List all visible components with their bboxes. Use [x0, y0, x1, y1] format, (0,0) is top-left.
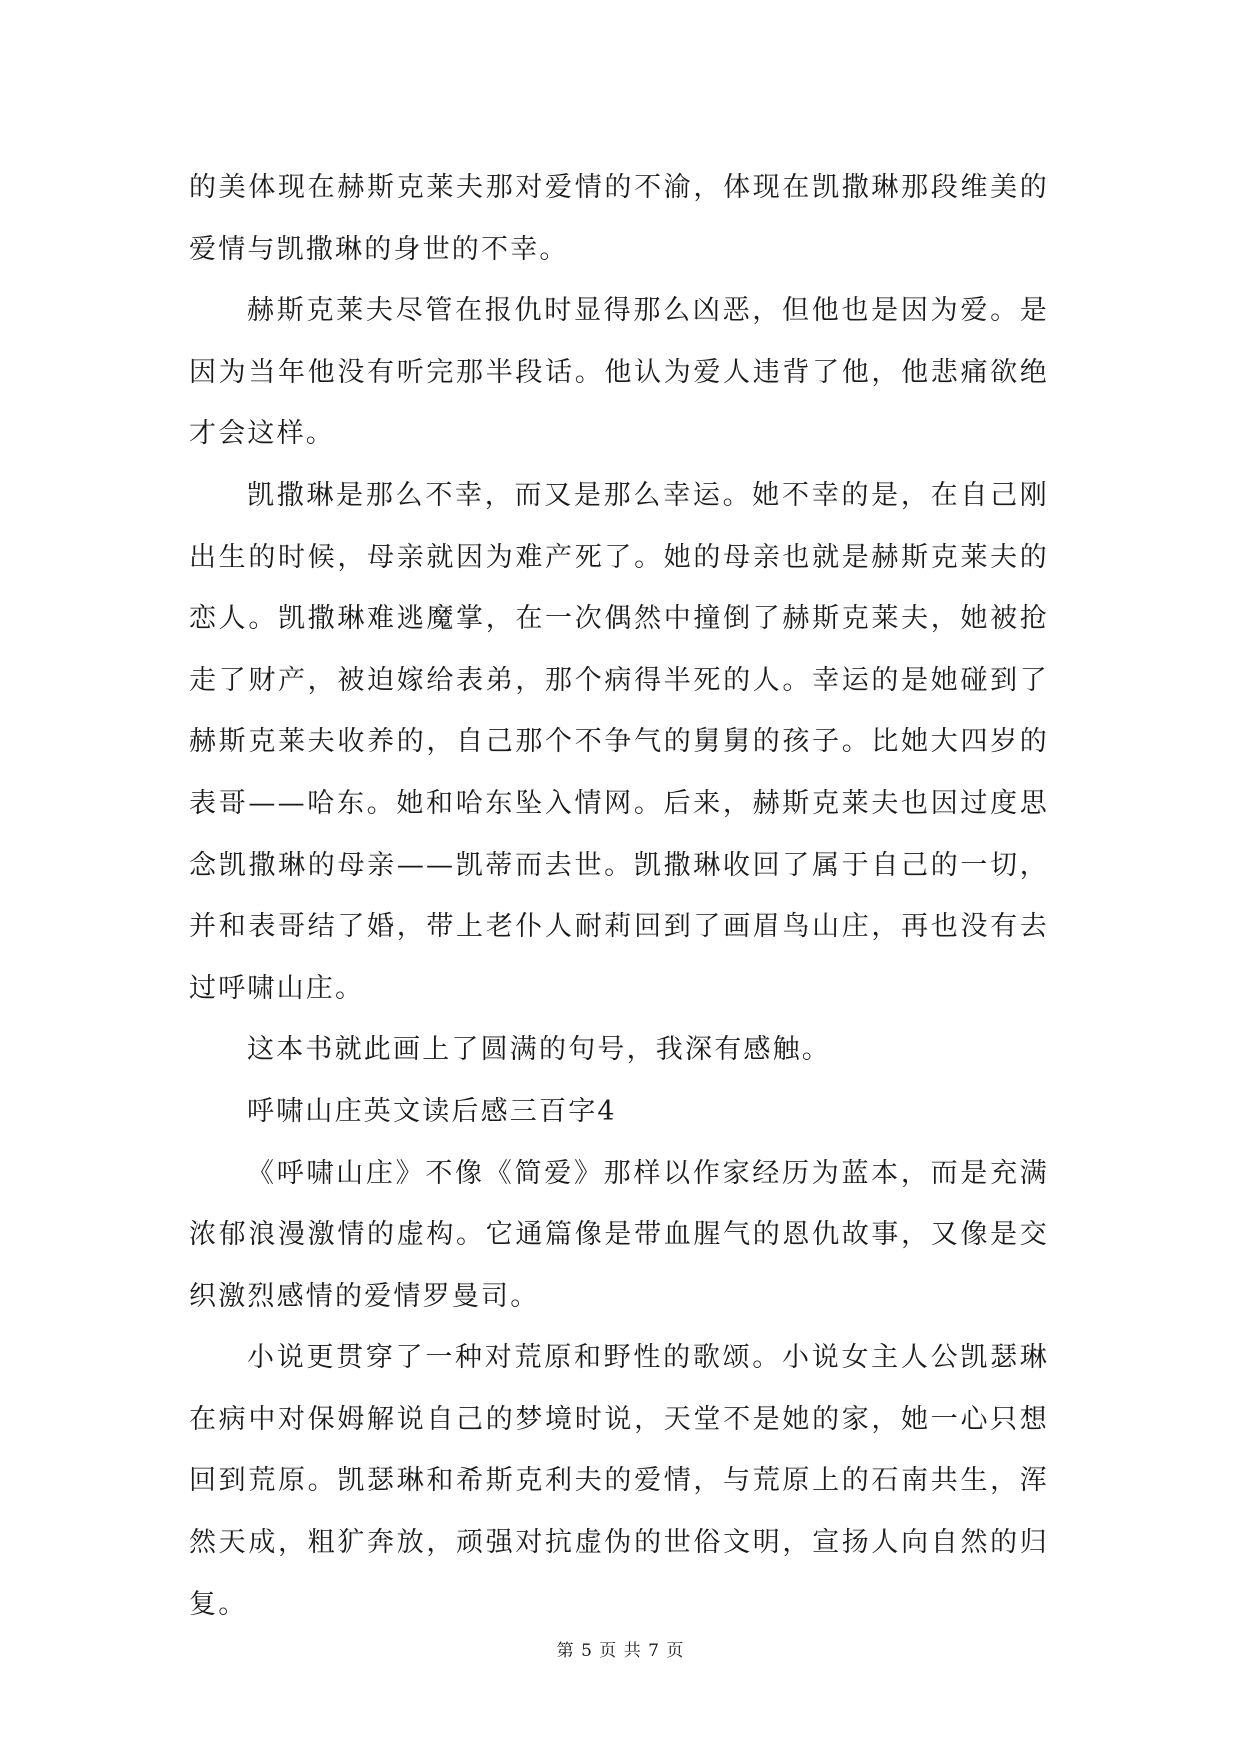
document-body — [189, 157, 1049, 1635]
paragraph-1: 的美体现在赫斯克莱夫那对爱情的不渝，体现在凯撒琳那段维美的爱情与凯撒琳的身世的不幸。 — [189, 172, 1049, 265]
page-number-footer: 第 5 页 共 7 页 — [556, 1641, 685, 1661]
paragraph-5: 《呼啸山庄》不像《简爱》那样以作家经历为蓝本，而是充满浓郁浪漫激情的虚构。它通篇像是带血腥气的恩仇故事，又像是交织激烈感情的爱情罗曼司。 — [189, 1157, 1049, 1312]
paragraph-2: 赫斯克莱夫尽管在报仇时显得那么凶恶，但他也是因为爱。是因为当年他没有听完那半段话。他认为爱人违背了他，他悲痛欲绝才会这样。 — [189, 295, 1049, 450]
paragraph-4: 这本书就此画上了圆满的句号，我深有感触。 — [247, 1034, 831, 1066]
paragraph-3: 凯撒琳是那么不幸，而又是那么幸运。她不幸的是，在自己刚出生的时候，母亲就因为难产死了。她的母亲也就是赫斯克莱夫的恋人。凯撒琳难逃魔掌，在一次偶然中撞倒了赫斯克莱夫，她被抢走了财产，被迫嫁给表弟，那个病得半死的人。幸运的是她碰到了赫斯克莱夫收养的，自己那个不争气的舅舅的孩子。比她大四岁的表哥——哈东。她和哈东坠入情网。后来，赫斯克莱夫也因过度思念凯撒琳的母亲——凯蒂而去世。凯撒琳收回了属于自己的一切，并和表哥结了婚，带上老仆人耐莉回到了画眉鸟山庄，再也没有去过呼啸山庄。 — [189, 479, 1049, 1004]
paragraph-6: 小说更贯穿了一种对荒原和野性的歌颂。小说女主人公凯瑟琳在病中对保姆解说自己的梦境时说，天堂不是她的家，她一心只想回到荒原。凯瑟琳和希斯克利夫的爱情，与荒原上的石南共生，浑然天成，粗犷奔放，顽强对抗虚伪的世俗文明，宣扬人向自然的归复。 — [189, 1342, 1049, 1620]
section-heading: 呼啸山庄英文读后感三百字4 — [247, 1095, 617, 1127]
